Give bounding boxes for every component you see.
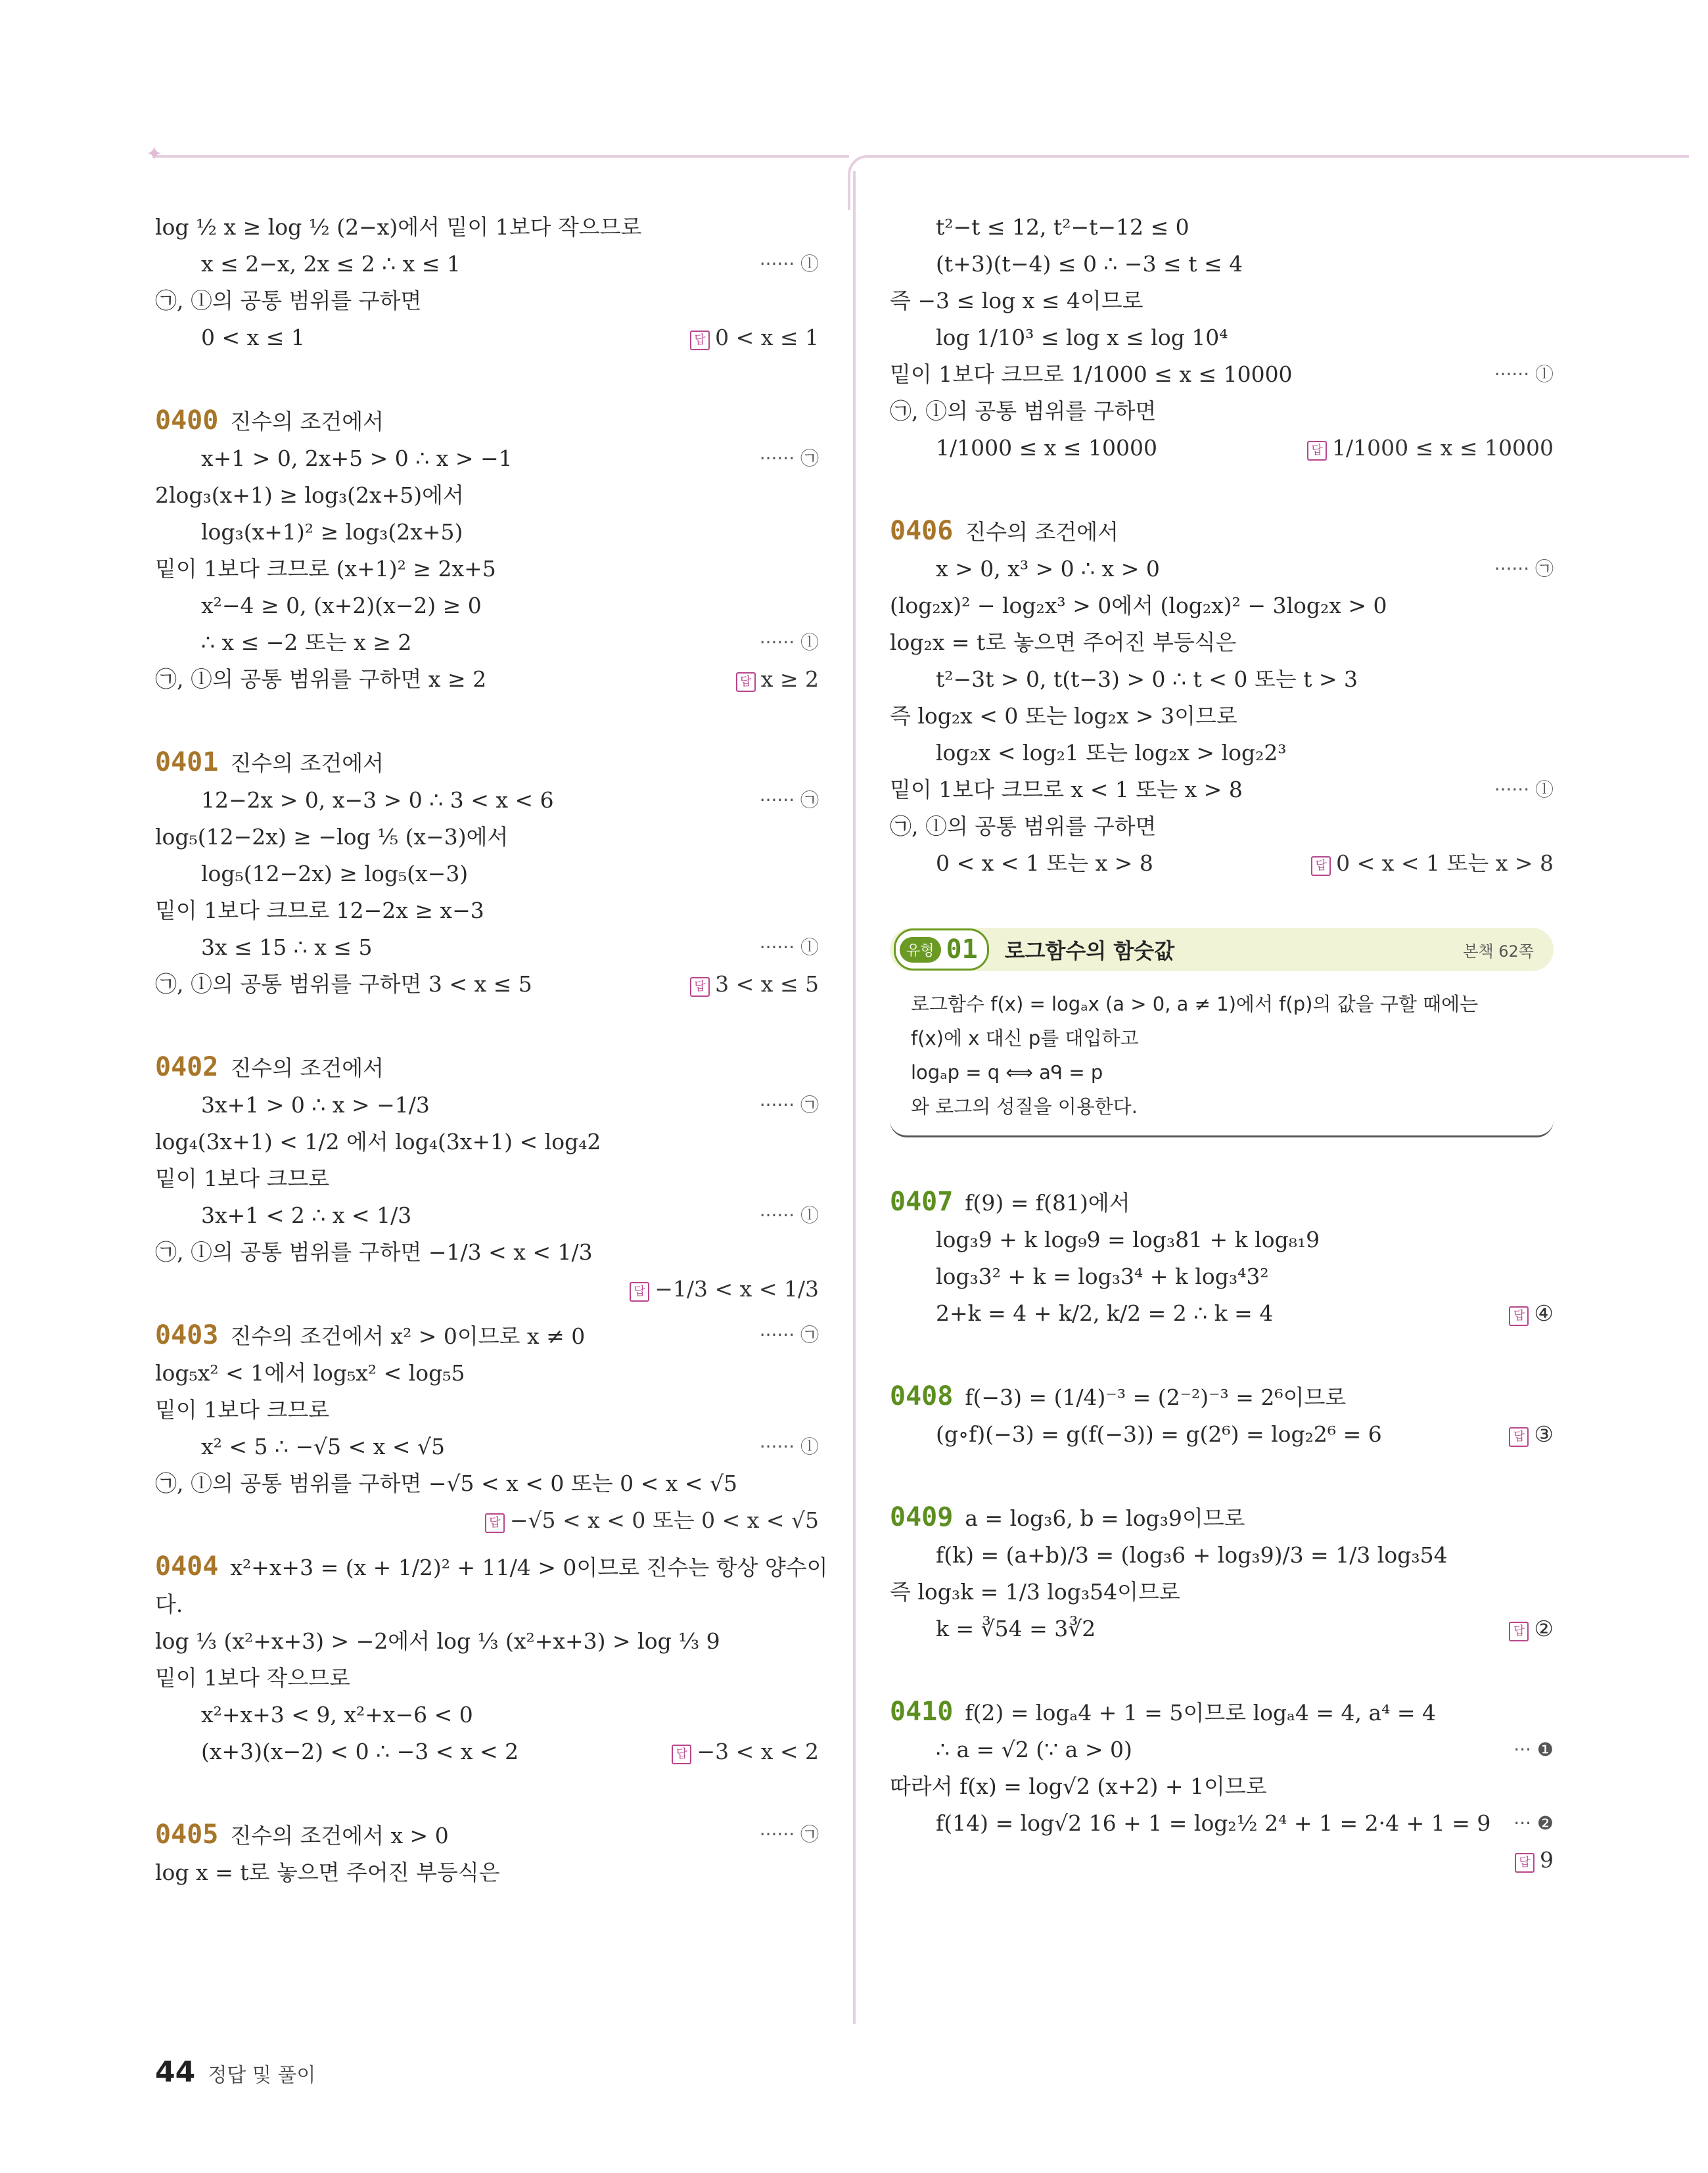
line-text: log₃9 + k log₉9 = log₃81 + k log₈₁9 xyxy=(936,1227,1320,1252)
answer xyxy=(1515,1842,1554,1879)
line-text: 밑이 1보다 크므로 (x+1)² ≥ 2x+5 xyxy=(155,556,496,582)
top-border-right xyxy=(867,155,1689,158)
solution-line xyxy=(155,1465,819,1502)
line-text: 밑이 1보다 크므로 12−2x ≥ x−3 xyxy=(155,898,484,923)
condition-tag: ······ ⓛ xyxy=(759,253,819,275)
line-text: x+1 > 0, 2x+5 > 0 ∴ x > −1 xyxy=(201,446,513,471)
line-text: 진수의 조건에서 xyxy=(230,1055,384,1081)
solution-line xyxy=(155,551,819,587)
answer-value: 3 < x ≤ 5 xyxy=(715,971,819,997)
solution-line xyxy=(155,744,819,782)
top-border-left xyxy=(152,155,849,158)
line-text: ㉠, ⓛ의 공통 범위를 구하면 3 < x ≤ 5 xyxy=(155,971,532,997)
solution-line xyxy=(155,966,819,1003)
column-divider xyxy=(853,171,856,2024)
solution-line xyxy=(155,1049,819,1087)
left-column xyxy=(155,209,828,1937)
line-text: 진수의 조건에서 x > 0 xyxy=(230,1823,449,1848)
problem-0403 xyxy=(155,1317,819,1533)
type-reference: 본책 62쪽 xyxy=(1463,942,1534,961)
line-text: f(14) = log√2 16 + 1 = log₂½ 2⁴ + 1 = 2·4 + 1 = 9 xyxy=(936,1810,1491,1836)
condition-tag: ······ ⓛ xyxy=(759,936,819,958)
solution-line xyxy=(155,1234,819,1271)
type-label: 유형 xyxy=(900,937,941,963)
line-text: x ≤ 2−x, 2x ≤ 2 ∴ x ≤ 1 xyxy=(201,251,461,277)
line-text: log ½ x ≥ log ½ (2−x)에서 밑이 1보다 작으므로 xyxy=(155,214,642,240)
solution-line xyxy=(155,514,819,551)
answer-badge-icon: 답 xyxy=(1509,1306,1529,1326)
line-text: log₅x² < 1에서 log₅x² < log₅5 xyxy=(155,1360,465,1386)
line-text: ㉠, ⓛ의 공통 범위를 구하면 −√5 < x < 0 또는 0 < x < √5 xyxy=(155,1471,738,1496)
answer-value: −3 < x < 2 xyxy=(697,1739,819,1764)
line-text: 3x+1 > 0 ∴ x > −1/3 xyxy=(201,1092,430,1118)
solution-line xyxy=(890,551,1554,587)
condition-tag: ······ ㉠ xyxy=(1494,558,1554,580)
problem-0404 xyxy=(155,1548,828,1770)
line-text: log₄(3x+1) < 1/2 에서 log₄(3x+1) < log₄2 xyxy=(155,1129,601,1155)
answer xyxy=(1311,845,1554,882)
solution-line xyxy=(155,1392,819,1429)
solution-line xyxy=(155,1197,819,1234)
condition-tag: ······ ㉠ xyxy=(759,789,819,811)
problem-number: 0404 xyxy=(155,1551,219,1582)
line-text: 밑이 1보다 작으므로 xyxy=(155,1665,350,1691)
type-pill xyxy=(894,928,989,971)
solution-line xyxy=(890,1378,1554,1416)
star-ornament-icon: ✦ xyxy=(146,143,163,166)
answer-badge-icon: 답 xyxy=(1509,1427,1529,1447)
solution-line xyxy=(155,440,819,477)
line-text: x²+x+3 = (x + 1/2)² + 11/4 > 0이므로 진수는 항상 양수이 xyxy=(230,1555,828,1580)
answer-badge-icon: 답 xyxy=(630,1282,649,1302)
page-label: 정답 및 풀이 xyxy=(208,2064,316,2087)
problem-continued xyxy=(155,209,819,356)
line-text: ㉠, ⓛ의 공통 범위를 구하면 −1/3 < x < 1/3 xyxy=(155,1239,593,1265)
line-text: 2log₃(x+1) ≥ log₃(2x+5)에서 xyxy=(155,482,464,508)
solution-line xyxy=(155,1124,819,1160)
page-footer xyxy=(155,2055,315,2089)
problem-0408 xyxy=(890,1378,1554,1453)
line-text: 12−2x > 0, x−3 > 0 ∴ 3 < x < 6 xyxy=(201,787,554,813)
line-text: log₅(12−2x) ≥ log₅(x−3) xyxy=(201,861,469,886)
problem-number: 0401 xyxy=(155,747,219,777)
problem-0406 xyxy=(890,513,1554,882)
line-text: 밑이 1보다 크므로 xyxy=(155,1397,330,1423)
solution-line xyxy=(890,1183,1554,1222)
solution-line xyxy=(890,1805,1554,1842)
line-text: x² < 5 ∴ −√5 < x < √5 xyxy=(201,1434,446,1459)
type-body-line: f(x)에 x 대신 p를 대입하고 xyxy=(911,1027,1139,1049)
problem-0401 xyxy=(155,744,819,1003)
line-text: log₃3² + k = log₃3⁴ + k log₃⁴3² xyxy=(936,1264,1269,1289)
line-text: 0 < x < 1 또는 x > 8 xyxy=(936,850,1153,876)
solution-line xyxy=(155,1317,819,1355)
line-text: log ⅓ (x²+x+3) > −2에서 log ⅓ (x²+x+3) > log ⅓ 9 xyxy=(155,1628,720,1654)
line-text: 1/1000 ≤ x ≤ 10000 xyxy=(936,435,1157,461)
line-text: ㉠, ⓛ의 공통 범위를 구하면 x ≥ 2 xyxy=(155,666,487,692)
line-text: ㉠, ⓛ의 공통 범위를 구하면 xyxy=(890,398,1157,424)
line-text: (t+3)(t−4) ≤ 0 ∴ −3 ≤ t ≤ 4 xyxy=(936,251,1243,277)
solution-line xyxy=(890,698,1554,735)
answer xyxy=(1307,430,1554,467)
line-text: (log₂x)² − log₂x³ > 0에서 (log₂x)² − 3log₂x > 0 xyxy=(890,593,1387,618)
line-text: t²−3t > 0, t(t−3) > 0 ∴ t < 0 또는 t > 3 xyxy=(936,666,1358,692)
solution-line xyxy=(890,845,1554,882)
answer-badge-icon: 답 xyxy=(1509,1622,1529,1641)
line-text: ∴ x ≤ −2 또는 x ≥ 2 xyxy=(201,629,412,655)
line-text: t²−t ≤ 12, t²−t−12 ≤ 0 xyxy=(936,214,1189,240)
problem-number: 0402 xyxy=(155,1052,219,1082)
solution-line xyxy=(155,856,819,892)
solution-line xyxy=(890,319,1554,356)
solution-line xyxy=(155,209,819,246)
problem-0402 xyxy=(155,1049,819,1302)
type-header xyxy=(890,928,1554,971)
line-text: 밑이 1보다 크므로 1/1000 ≤ x ≤ 10000 xyxy=(890,361,1293,387)
problem-number: 0407 xyxy=(890,1187,954,1217)
solution-line xyxy=(890,1611,1554,1647)
line-text: f(9) = f(81)에서 xyxy=(965,1190,1130,1216)
line-text: 진수의 조건에서 xyxy=(965,519,1119,545)
solution-line xyxy=(155,892,819,929)
problem-number: 0403 xyxy=(155,1320,219,1350)
solution-line xyxy=(890,283,1554,319)
solution-line xyxy=(155,1854,819,1891)
solution-line xyxy=(155,624,819,661)
line-text: 밑이 1보다 크므로 x < 1 또는 x > 8 xyxy=(890,777,1243,802)
answer xyxy=(630,1271,819,1308)
condition-tag: ··· ❶ xyxy=(1513,1739,1554,1760)
solution-line xyxy=(155,661,819,698)
answer-badge-icon: 답 xyxy=(690,977,710,997)
answer-value: −√5 < x < 0 또는 0 < x < √5 xyxy=(509,1507,819,1533)
right-column xyxy=(890,209,1554,1888)
type-box xyxy=(890,928,1554,1137)
solution-line xyxy=(890,356,1554,393)
answer-value: x ≥ 2 xyxy=(760,666,819,692)
problem-continued xyxy=(890,209,1554,467)
answer-badge-icon: 답 xyxy=(1311,856,1331,876)
problem-0409 xyxy=(890,1499,1554,1647)
problem-number: 0408 xyxy=(890,1381,954,1411)
line-text: f(k) = (a+b)/3 = (log₃6 + log₃9)/3 = 1/3 log₃54 xyxy=(936,1542,1448,1568)
line-text: 0 < x ≤ 1 xyxy=(201,325,305,350)
type-number: 01 xyxy=(946,934,978,965)
answer-value: 0 < x ≤ 1 xyxy=(715,325,819,350)
solution-line xyxy=(155,246,819,283)
frame-corner xyxy=(848,155,877,210)
solution-line xyxy=(890,661,1554,698)
line-text: 진수의 조건에서 xyxy=(230,750,384,776)
solution-line xyxy=(890,771,1554,808)
solution-line xyxy=(890,1416,1554,1453)
line-text: ㉠, ⓛ의 공통 범위를 구하면 xyxy=(890,813,1157,839)
type-body-line: logₐp = q ⟺ aᑫ = p xyxy=(911,1061,1103,1084)
solution-line xyxy=(890,1222,1554,1258)
line-text: 2+k = 4 + k/2, k/2 = 2 ∴ k = 4 xyxy=(936,1300,1274,1326)
answer-badge-icon: 답 xyxy=(485,1513,505,1533)
solution-line xyxy=(155,1660,819,1697)
solution-line xyxy=(155,1733,819,1770)
type-title: 로그함수의 함숫값 xyxy=(1004,938,1175,963)
solution-line xyxy=(890,1768,1554,1805)
solution-line xyxy=(155,1429,819,1465)
answer xyxy=(485,1502,819,1539)
answer xyxy=(672,1733,819,1770)
solution-line xyxy=(155,1623,819,1660)
solution-line xyxy=(155,1586,819,1623)
solution-line xyxy=(890,430,1554,467)
answer xyxy=(1509,1416,1554,1453)
solution-line xyxy=(890,1574,1554,1611)
type-body-line: 로그함수 f(x) = logₐx (a > 0, a ≠ 1)에서 f(p)의 값을 구할 때에는 xyxy=(911,993,1479,1015)
line-text: 밑이 1보다 크므로 xyxy=(155,1166,330,1191)
solution-line xyxy=(890,735,1554,771)
type-body xyxy=(890,978,1554,1137)
condition-tag: ······ ⓛ xyxy=(759,631,819,653)
problem-0400 xyxy=(155,402,819,698)
solution-line xyxy=(890,513,1554,551)
line-text: log x = t로 놓으면 주어진 부등식은 xyxy=(155,1860,500,1885)
answer xyxy=(690,319,819,356)
solution-line xyxy=(155,1087,819,1124)
solution-line xyxy=(890,246,1554,283)
solution-line xyxy=(890,1295,1554,1332)
line-text: ∴ a = √2 (∵ a > 0) xyxy=(936,1737,1132,1762)
solution-line xyxy=(890,1537,1554,1574)
answer-badge-icon: 답 xyxy=(690,331,710,350)
line-text: 따라서 f(x) = log√2 (x+2) + 1이므로 xyxy=(890,1773,1267,1799)
line-text: log₂x < log₂1 또는 log₂x > log₂2³ xyxy=(936,740,1287,766)
condition-tag: ······ ⓛ xyxy=(759,1204,819,1226)
solution-line xyxy=(890,393,1554,430)
problem-number: 0410 xyxy=(890,1697,954,1727)
answer-value: 1/1000 ≤ x ≤ 10000 xyxy=(1332,435,1554,461)
condition-tag: ······ ㉠ xyxy=(759,1324,819,1346)
condition-tag: ······ ㉠ xyxy=(759,447,819,469)
problem-0405 xyxy=(155,1816,819,1891)
answer-badge-icon: 답 xyxy=(672,1745,691,1764)
right-column-top xyxy=(890,209,1554,882)
answer-value: −1/3 < x < 1/3 xyxy=(655,1276,819,1302)
solution-line xyxy=(155,1816,819,1854)
line-text: 3x+1 < 2 ∴ x < 1/3 xyxy=(201,1202,412,1228)
line-text: a = log₃6, b = log₃9이므로 xyxy=(965,1505,1245,1531)
right-column-bottom xyxy=(890,1183,1554,1873)
answer xyxy=(1509,1295,1554,1332)
problem-0407 xyxy=(890,1183,1554,1332)
line-text: log₅(12−2x) ≥ −log ⅕ (x−3)에서 xyxy=(155,824,509,850)
line-text: 다. xyxy=(155,1591,183,1617)
answer-value: ④ xyxy=(1534,1300,1554,1326)
solution-line xyxy=(155,319,819,356)
line-text: 즉 log₂x < 0 또는 log₂x > 3이므로 xyxy=(890,703,1237,729)
solution-line xyxy=(890,587,1554,624)
solution-line xyxy=(155,587,819,624)
answer-value: ② xyxy=(1534,1616,1554,1641)
solution-line xyxy=(890,624,1554,661)
line-text: k = ∛54 = 3∛2 xyxy=(936,1616,1096,1641)
condition-tag: ······ ㉠ xyxy=(759,1094,819,1116)
problem-0410 xyxy=(890,1693,1554,1873)
problem-number: 0405 xyxy=(155,1819,219,1850)
solution-line xyxy=(890,1693,1554,1731)
line-text: (g∘f)(−3) = g(f(−3)) = g(2⁶) = log₂2⁶ = 6 xyxy=(936,1421,1382,1447)
condition-tag: ··· ❷ xyxy=(1513,1812,1554,1834)
answer-value: ③ xyxy=(1534,1421,1554,1447)
line-text: x²+x+3 < 9, x²+x−6 < 0 xyxy=(201,1702,473,1727)
answer xyxy=(736,661,819,698)
condition-tag: ······ ㉠ xyxy=(759,1823,819,1845)
line-text: (x+3)(x−2) < 0 ∴ −3 < x < 2 xyxy=(201,1739,519,1764)
solution-line xyxy=(155,782,819,819)
solution-line xyxy=(890,1258,1554,1295)
line-text: ㉠, ⓛ의 공통 범위를 구하면 xyxy=(155,288,422,313)
solution-line xyxy=(155,283,819,319)
solution-line xyxy=(155,929,819,966)
answer-value: 9 xyxy=(1540,1847,1554,1873)
line-text: f(2) = logₐ4 + 1 = 5이므로 logₐ4 = 4, a⁴ = 4 xyxy=(965,1700,1436,1726)
line-text: 진수의 조건에서 x² > 0이므로 x ≠ 0 xyxy=(230,1323,586,1349)
answer-badge-icon: 답 xyxy=(1515,1853,1535,1873)
problem-number: 0409 xyxy=(890,1502,954,1532)
answer xyxy=(690,966,819,1003)
line-text: 3x ≤ 15 ∴ x ≤ 5 xyxy=(201,934,373,960)
condition-tag: ······ ⓛ xyxy=(1494,363,1554,385)
line-text: log₃(x+1)² ≥ log₃(2x+5) xyxy=(201,519,463,545)
solution-line xyxy=(890,1731,1554,1768)
solution-line xyxy=(155,1160,819,1197)
problem-number: 0400 xyxy=(155,405,219,436)
line-text: log₂x = t로 놓으면 주어진 부등식은 xyxy=(890,629,1237,655)
line-text: 즉 log₃k = 1/3 log₃54이므로 xyxy=(890,1579,1180,1605)
solution-line xyxy=(155,477,819,514)
solution-line xyxy=(155,1548,828,1586)
solution-line xyxy=(155,402,819,440)
page-number: 44 xyxy=(155,2055,196,2089)
type-body-line: 와 로그의 성질을 이용한다. xyxy=(911,1095,1138,1118)
line-text: log 1/10³ ≤ log x ≤ log 10⁴ xyxy=(936,325,1228,350)
answer-value: 0 < x < 1 또는 x > 8 xyxy=(1336,850,1554,876)
solution-line xyxy=(155,1355,819,1392)
condition-tag: ······ ⓛ xyxy=(759,1436,819,1457)
answer-badge-icon: 답 xyxy=(1307,441,1327,461)
line-text: f(−3) = (1/4)⁻³ = (2⁻²)⁻³ = 2⁶이므로 xyxy=(965,1384,1347,1410)
line-text: 진수의 조건에서 xyxy=(230,409,384,434)
solution-line xyxy=(890,1499,1554,1537)
line-text: 즉 −3 ≤ log x ≤ 4이므로 xyxy=(890,288,1143,313)
solution-line xyxy=(890,808,1554,845)
solution-line xyxy=(155,819,819,856)
solution-line xyxy=(155,1697,819,1733)
condition-tag: ······ ⓛ xyxy=(1494,779,1554,800)
solution-line xyxy=(890,209,1554,246)
line-text: x²−4 ≥ 0, (x+2)(x−2) ≥ 0 xyxy=(201,593,482,618)
answer-badge-icon: 답 xyxy=(736,672,756,692)
answer xyxy=(1509,1611,1554,1647)
problem-number: 0406 xyxy=(890,516,954,546)
line-text: x > 0, x³ > 0 ∴ x > 0 xyxy=(936,556,1160,582)
